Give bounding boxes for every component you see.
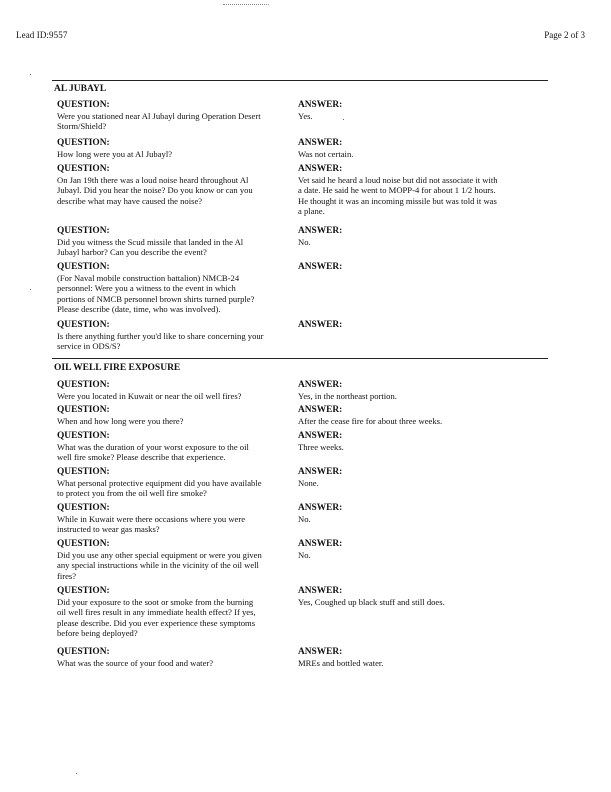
- answer-text: MREs and bottled water.: [298, 657, 384, 668]
- section-title-al-jubayl: AL JUBAYL: [54, 84, 107, 94]
- lead-id: Lead ID:9557: [16, 30, 68, 40]
- question-label: QUESTION:: [57, 503, 110, 513]
- question-block: [57, 586, 299, 639]
- question-label: QUESTION:: [57, 431, 110, 441]
- question-label: QUESTION:: [57, 138, 110, 148]
- question-label: QUESTION:: [57, 539, 110, 549]
- answer-label: ANSWER:: [298, 262, 343, 272]
- question-block: [57, 380, 299, 401]
- answer-label: ANSWER:: [298, 539, 343, 549]
- answer-block: [298, 503, 544, 524]
- question-label: QUESTION:: [57, 586, 110, 596]
- answer-text: No.: [298, 549, 311, 560]
- question-text: On Jan 19th there was a loud noise heard throughout Al Jubayl. Did you hear the noise? Do you know or can you describe what may have caused the noise?: [57, 174, 253, 206]
- question-block: [57, 320, 299, 352]
- question-text: When and how long were you there?: [57, 415, 184, 426]
- question-block: [57, 138, 299, 159]
- answer-label: ANSWER:: [298, 100, 343, 110]
- question-text: What was the source of your food and water?: [57, 657, 214, 668]
- question-block: [57, 539, 299, 581]
- question-text: While in Kuwait were there occasions where you were instructed to wear gas masks?: [57, 513, 246, 535]
- question-label: QUESTION:: [57, 380, 110, 390]
- answer-block: [298, 380, 544, 401]
- question-block: [57, 503, 299, 535]
- question-text: Did your exposure to the soot or smoke from the burning oil well fires result in any immediate health effect? If yes, please describe. Did you ever experience these symptoms before being deployed?: [57, 596, 256, 639]
- scan-speck: [30, 74, 31, 75]
- answer-text: None.: [298, 477, 319, 488]
- question-label: QUESTION:: [57, 405, 110, 415]
- question-label: QUESTION:: [57, 100, 110, 110]
- answer-text: No.: [298, 236, 311, 247]
- question-label: QUESTION:: [57, 467, 110, 477]
- question-block: [57, 467, 299, 499]
- question-text: What personal protective equipment did you have available to protect you from the oil well fire smoke?: [57, 477, 262, 499]
- answer-text: Three weeks.: [298, 441, 344, 452]
- question-text: Did you use any other special equipment or were you given any special instructions while in the vicinity of the oil well fires?: [57, 549, 262, 581]
- answer-label: ANSWER:: [298, 467, 343, 477]
- question-block: [57, 262, 299, 315]
- question-block: [57, 647, 299, 668]
- question-label: QUESTION:: [57, 647, 110, 657]
- answer-text: Yes, Coughed up black stuff and still does.: [298, 596, 445, 607]
- question-text: Were you stationed near Al Jubayl during Operation Desert Storm/Shield?: [57, 110, 261, 132]
- answer-block: [298, 431, 544, 452]
- question-label: QUESTION:: [57, 226, 110, 236]
- answer-label: ANSWER:: [298, 320, 343, 330]
- answer-block: [298, 539, 544, 560]
- scan-speck: [76, 773, 77, 774]
- question-label: QUESTION:: [57, 164, 110, 174]
- answer-label: ANSWER:: [298, 226, 343, 236]
- answer-label: ANSWER:: [298, 586, 343, 596]
- question-text: What was the duration of your worst exposure to the oil well fire smoke? Please describe that experience.: [57, 441, 249, 463]
- scan-mark: [223, 4, 269, 5]
- question-text: Were you located in Kuwait or near the oil well fires?: [57, 390, 242, 401]
- answer-text: After the cease fire for about three weeks.: [298, 415, 443, 426]
- answer-label: ANSWER:: [298, 431, 343, 441]
- question-text: (For Naval mobile construction battalion) NMCB-24 personnel: Were you a witness to the event in which portions of NMCB personnel brown shirts turned purple? Please describe (date, time, who was involved).: [57, 272, 255, 315]
- question-block: [57, 164, 299, 206]
- scan-speck: [343, 119, 344, 120]
- question-text: Is there anything further you'd like to share concerning your service in ODS/S?: [57, 330, 264, 352]
- question-block: [57, 100, 299, 132]
- answer-text: Yes.: [298, 110, 313, 121]
- question-text: How long were you at Al Jubayl?: [57, 148, 173, 159]
- question-label: QUESTION:: [57, 320, 110, 330]
- scan-speck: [30, 289, 31, 290]
- answer-block: [298, 262, 544, 273]
- answer-block: [298, 647, 544, 668]
- answer-label: ANSWER:: [298, 380, 343, 390]
- answer-label: ANSWER:: [298, 138, 343, 148]
- section-title-oil-well-fire-exposure: OIL WELL FIRE EXPOSURE: [54, 363, 181, 373]
- answer-text: Yes, in the northeast portion.: [298, 390, 397, 401]
- answer-label: ANSWER:: [298, 405, 343, 415]
- answer-block: [298, 226, 544, 247]
- answer-block: [298, 586, 544, 607]
- answer-label: ANSWER:: [298, 164, 343, 174]
- question-text: Did you witness the Scud missile that landed in the Al Jubayl harbor? Can you describe the event?: [57, 236, 244, 258]
- answer-block: [298, 405, 544, 426]
- question-block: [57, 431, 299, 463]
- answer-block: [298, 320, 544, 331]
- question-label: QUESTION:: [57, 262, 110, 272]
- answer-label: ANSWER:: [298, 647, 343, 657]
- answer-text: No.: [298, 513, 311, 524]
- answer-text: Vet said he heard a loud noise but did not associate it with a date. He said he went to MOPP-4 for about 1 1/2 hours. He thought it was an incoming missile but was told it was a plane.: [298, 174, 498, 217]
- section-rule: [52, 80, 548, 81]
- page-number: Page 2 of 3: [544, 30, 585, 40]
- answer-block: [298, 467, 544, 488]
- section-rule: [52, 358, 548, 359]
- answer-block: [298, 164, 544, 217]
- question-block: [57, 226, 299, 258]
- answer-block: [298, 100, 544, 121]
- answer-label: ANSWER:: [298, 503, 343, 513]
- question-block: [57, 405, 299, 426]
- answer-block: [298, 138, 544, 159]
- answer-text: Was not certain.: [298, 148, 354, 159]
